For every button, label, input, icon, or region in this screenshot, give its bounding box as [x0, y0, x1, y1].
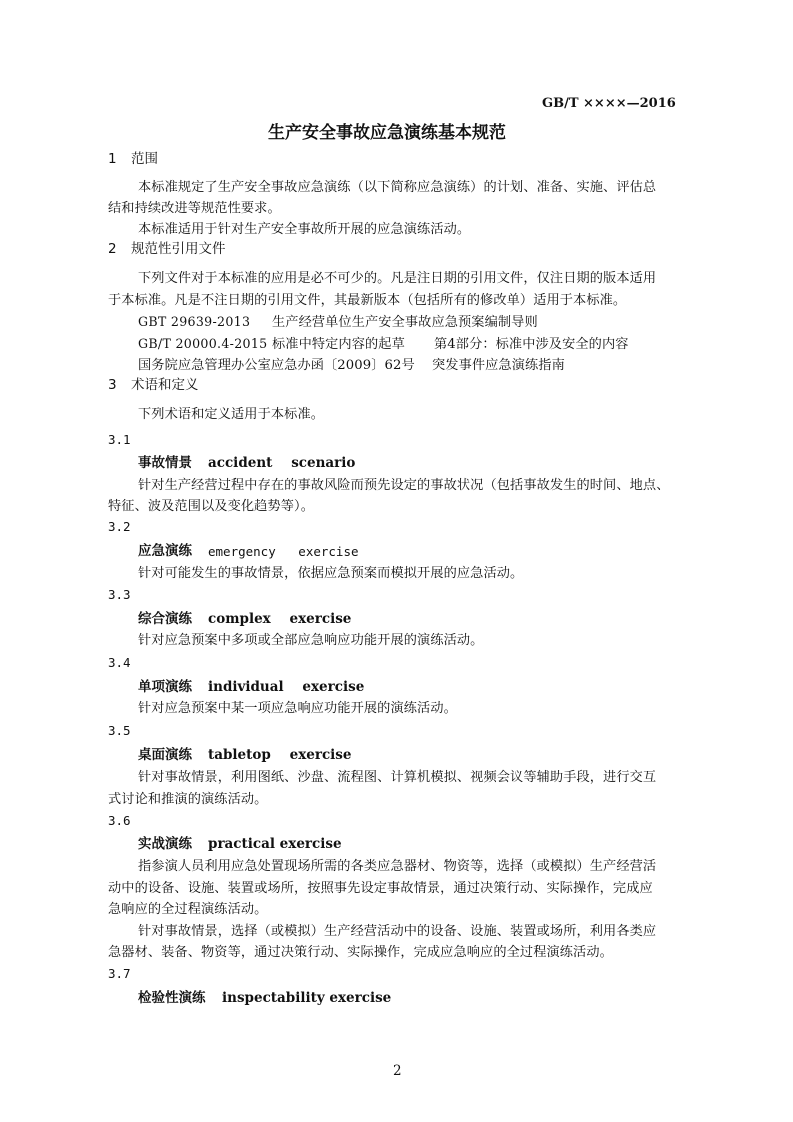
section-1-title: 范围 — [131, 151, 158, 167]
term-en: practical exercise — [208, 836, 342, 852]
term-cn: 单项演练 — [138, 679, 192, 695]
refs-intro-line-1: 下列文件对于本标准的应用是必不可少的。凡是注日期的引用文件，仅注日期的版本适用 — [138, 271, 657, 286]
term-cn: 实战演练 — [138, 836, 192, 852]
term-en: emergency exercise — [208, 544, 359, 559]
section-2-title: 规范性引用文件 — [131, 241, 226, 257]
term-number: 3.2 — [108, 519, 131, 534]
ref-item-name: 标准中特定内容的起草 — [272, 337, 405, 352]
ref-item-code: GB/T 20000.4-2015 — [138, 336, 268, 351]
term-cn: 检验性演练 — [138, 990, 206, 1006]
ref-item-code: GBT 29639-2013 — [138, 314, 251, 329]
term-en: complex exercise — [208, 611, 352, 627]
term-definition-line: 急响应的全过程演练活动。 — [108, 902, 268, 917]
standard-code: GB/T ××××—2016 — [542, 96, 676, 111]
term-definition-line: 针对事故情景，利用图纸、沙盘、流程图、计算机模拟、视频会议等辅助手段，进行交互 — [138, 770, 657, 785]
ref-item-name: 突发事件应急演练指南 — [432, 358, 565, 373]
term-definition-line: 针对生产经营过程中存在的事故风险而预先设定的事故状况（包括事故发生的时间、地点、 — [138, 478, 670, 493]
term-definition-line: 急器材、装备、物资等，通过决策行动、实际操作，完成应急响应的全过程演练活动。 — [108, 945, 613, 960]
section-2-number: 2 — [108, 241, 117, 257]
term-number: 3.4 — [108, 655, 131, 670]
term-definition-line: 针对可能发生的事故情景，依据应急预案而模拟开展的应急活动。 — [138, 566, 524, 581]
term-definition-line: 指参演人员利用应急处置现场所需的各类应急器材、物资等，选择（或模拟）生产经营活 — [138, 859, 657, 874]
term-definition-line: 针对事故情景，选择（或模拟）生产经营活动中的设备、设施、装置或场所，利用各类应 — [138, 924, 657, 939]
section-3-number: 3 — [108, 377, 117, 393]
term-cn: 事故情景 — [138, 455, 192, 471]
term-cn: 应急演练 — [138, 543, 192, 559]
term-en: inspectability exercise — [222, 990, 392, 1006]
page-number: 2 — [393, 1063, 402, 1079]
document-title: 生产安全事故应急演练基本规范 — [268, 123, 506, 143]
term-cn: 综合演练 — [138, 611, 192, 627]
ref-item-name: 生产经营单位生产安全事故应急预案编制导则 — [272, 315, 538, 330]
term-definition-line: 式讨论和推演的演练活动。 — [108, 792, 268, 807]
term-definition-line: 针对应急预案中某一项应急响应功能开展的演练活动。 — [138, 701, 457, 716]
scope-paragraph-1-line-1: 本标准规定了生产安全事故应急演练（以下简称应急演练）的计划、准备、实施、评估总 — [138, 180, 657, 195]
term-number: 3.6 — [108, 813, 131, 828]
section-3-title: 术语和定义 — [131, 377, 199, 393]
term-en: tabletop exercise — [208, 747, 352, 763]
term-number: 3.7 — [108, 966, 131, 981]
section-1-number: 1 — [108, 151, 117, 167]
term-number: 3.3 — [108, 587, 131, 602]
term-number: 3.5 — [108, 723, 131, 738]
term-cn: 桌面演练 — [138, 747, 192, 763]
ref-item-code: 国务院应急管理办公室应急办函〔2009〕62号 — [138, 358, 415, 373]
term-en: individual exercise — [208, 679, 365, 695]
terms-intro: 下列术语和定义适用于本标准。 — [138, 407, 325, 422]
term-number: 3.1 — [108, 432, 131, 447]
term-definition-line: 特征、波及范围以及变化趋势等）。 — [108, 499, 314, 514]
refs-intro-line-2: 于本标准。凡是不注日期的引用文件，其最新版本（包括所有的修改单）适用于本标准。 — [108, 293, 627, 308]
ref-item-part: 第4部分：标准中涉及安全的内容 — [434, 337, 629, 352]
scope-paragraph-2: 本标准适用于针对生产安全事故所开展的应急演练活动。 — [138, 222, 471, 237]
scope-paragraph-1-line-2: 结和持续改进等规范性要求。 — [108, 201, 281, 216]
term-en: accident scenario — [208, 455, 356, 471]
term-definition-line: 针对应急预案中多项或全部应急响应功能开展的演练活动。 — [138, 633, 484, 648]
term-definition-line: 动中的设备、设施、装置或场所，按照事先设定事故情景，通过决策行动、实际操作，完成应 — [108, 881, 653, 896]
